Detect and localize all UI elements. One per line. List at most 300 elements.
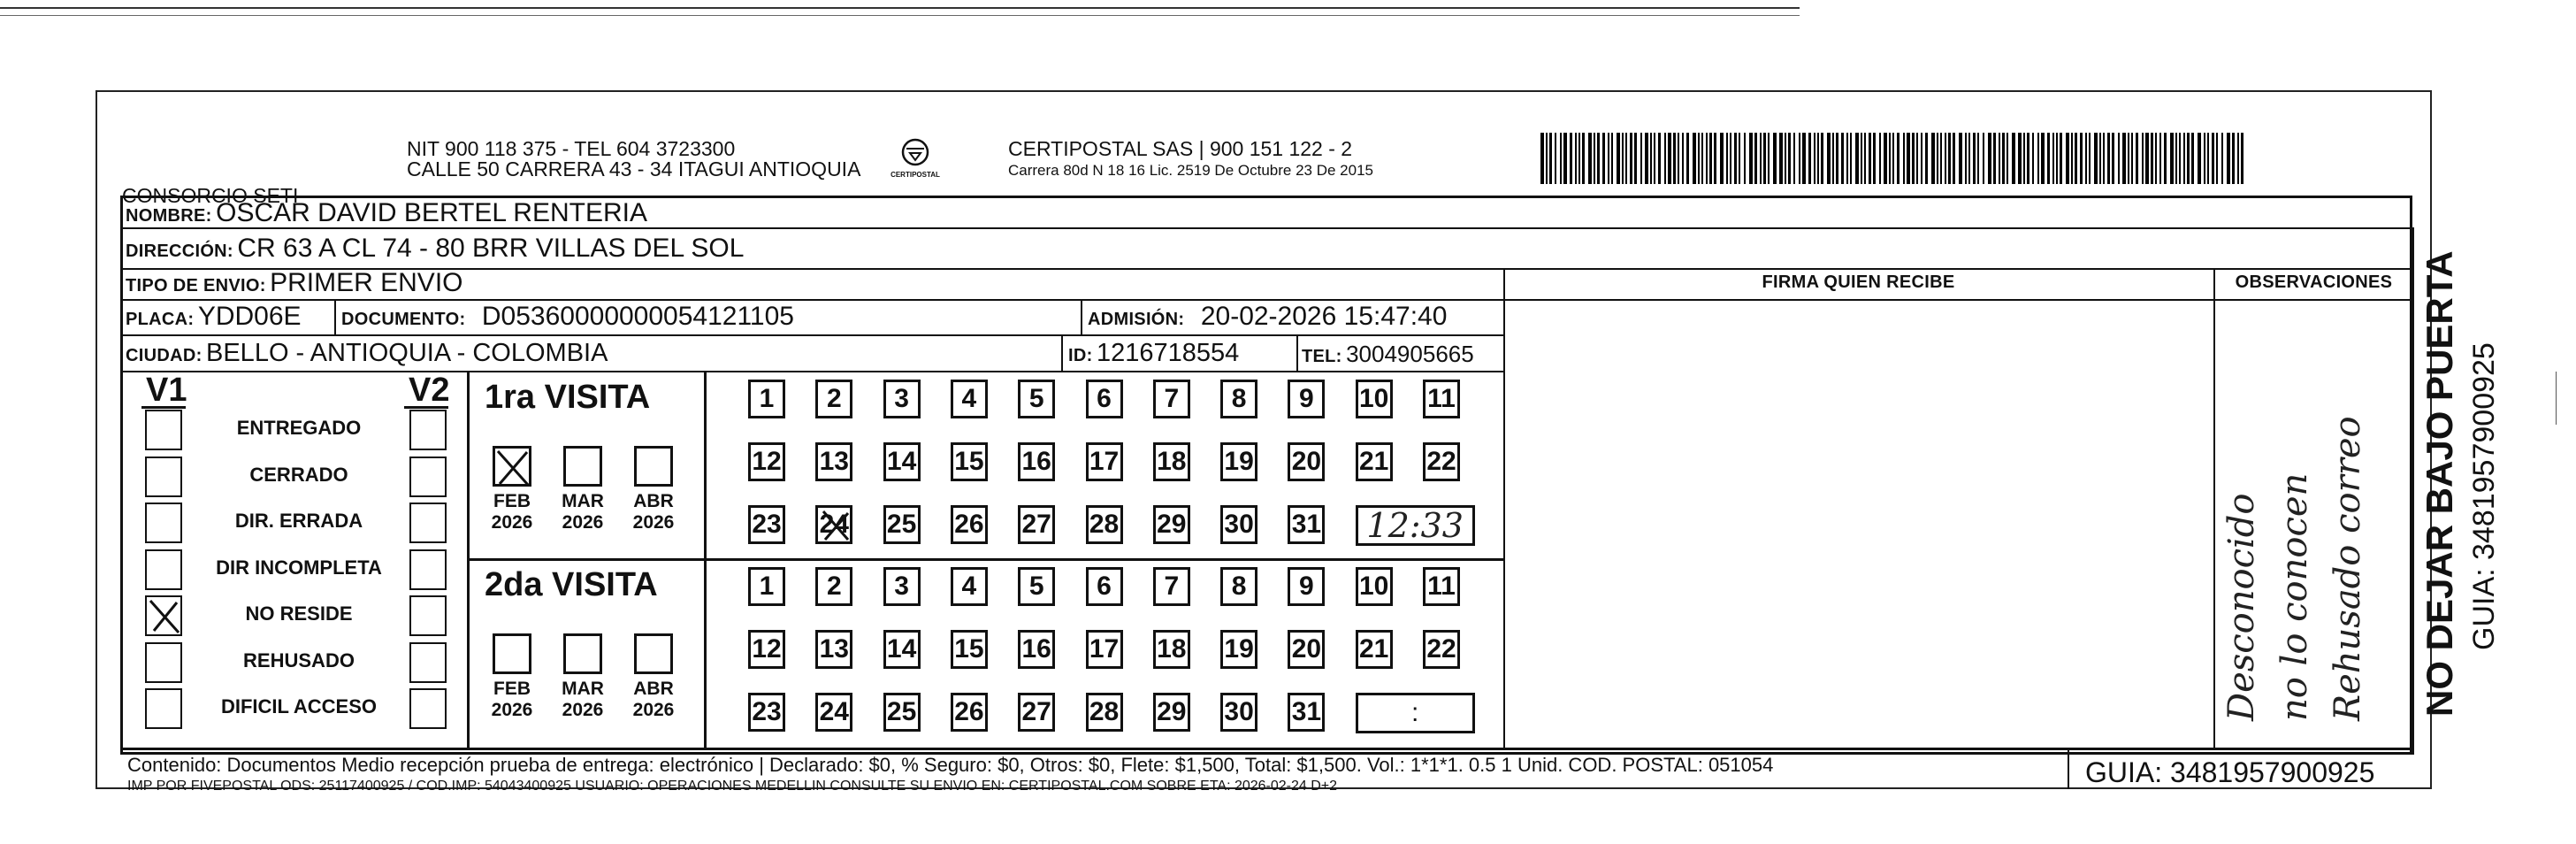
side-guia-text: GUIA: 3481957900925 [2467,342,2501,650]
day-box[interactable] [748,630,785,669]
day-number: 13 [819,634,849,664]
day-box[interactable] [1356,380,1393,418]
barcode-bar [2212,133,2214,184]
day-number: 1 [759,572,775,601]
day-box[interactable] [1220,380,1257,418]
barcode-bar [2080,133,2083,184]
day-box[interactable] [1220,693,1257,732]
status-v2-checkbox[interactable] [409,410,447,450]
barcode-bar [1793,133,1795,184]
barcode-bar [2221,133,2223,184]
day-number: 2 [826,572,842,601]
day-box[interactable] [815,505,852,544]
status-v2-checkbox[interactable] [409,595,447,636]
handwriting-line-2: no lo conocen [2274,472,2315,721]
day-box[interactable] [1220,442,1257,481]
month-name: ABR [633,679,674,699]
month-checkbox[interactable] [634,633,673,674]
barcode-bar [2241,133,2243,184]
barcode-bar [1698,133,1700,184]
barcode-bar [1608,133,1609,184]
status-v1-checkbox[interactable] [145,457,182,497]
barcode-bar [2018,133,2022,184]
day-number: 31 [1291,510,1322,539]
status-v1-checkbox[interactable] [145,503,182,543]
barcode-bar [1709,133,1712,184]
day-box[interactable] [1086,567,1123,606]
barcode-bar [1945,133,1946,184]
barcode-bar [1720,133,1724,184]
day-box[interactable] [815,380,852,418]
placa-value: YDD06E [197,302,302,331]
day-number: 4 [961,384,977,413]
barcode-bar [1973,133,1976,184]
month-checkbox[interactable] [493,633,531,674]
day-box[interactable] [1018,505,1055,544]
barcode-bar [1563,133,1567,184]
day-number: 21 [1359,447,1389,476]
barcode-bar [1814,133,1815,184]
barcode-bar [1763,133,1766,184]
day-box[interactable] [883,505,921,544]
day-box[interactable] [883,630,921,669]
barcode-bar [1861,133,1862,184]
day-box[interactable] [1423,442,1460,481]
day-box[interactable] [883,380,921,418]
footer-line-2: IMP POR FIVEPOSTAL ODS: 25117400925 / COD.IMP: 54043400925 USUARIO: OPERACIONES MEDELLIN CONSULTE SU ENVIO EN: CERTIPOSTAL.COM SOBRE ETA: 2026-02-24 D+2 [127,779,1338,794]
day-box[interactable] [1086,442,1123,481]
barcode-bar [1799,133,1800,184]
barcode-bar [1965,133,1967,184]
day-box[interactable] [951,505,988,544]
v2-label: V2 [409,372,450,409]
day-box[interactable] [815,442,852,481]
day-box[interactable] [748,380,785,418]
status-label: REHUSADO [243,648,355,671]
barcode-bar [1555,133,1556,184]
barcode-bar [1817,133,1819,184]
day-number: 28 [1089,510,1120,539]
month-label [627,491,680,533]
day-box[interactable] [951,380,988,418]
day-box[interactable] [1288,630,1325,669]
day-box[interactable] [748,505,785,544]
day-number: 23 [752,697,782,726]
day-box[interactable] [748,442,785,481]
barcode-bar [1988,133,1991,184]
barcode-bar [2075,133,2077,184]
barcode-bar [1617,133,1620,184]
barcode-bar [1686,133,1689,184]
barcode-bar [2227,133,2230,184]
day-box[interactable] [1018,380,1055,418]
day-box[interactable] [883,567,921,606]
day-number: 12 [752,634,782,664]
direccion-label: DIRECCIÓN: [126,242,233,261]
nit-line: NIT 900 118 375 - TEL 604 3723300 [407,137,736,160]
month-year: 2026 [491,512,533,533]
admision-label: ADMISIÓN: [1088,310,1185,329]
day-box[interactable] [1288,505,1325,544]
status-v1-checkbox[interactable] [145,410,182,450]
barcode-bar [2085,133,2087,184]
barcode-bar [1739,133,1740,184]
barcode-bar [2145,133,2149,184]
day-number: 12 [752,447,782,476]
barcode-bar [1588,133,1592,184]
day-box[interactable] [1018,567,1055,606]
x-mark-icon [147,597,182,636]
barcode-bar [2002,133,2005,184]
barcode-bar [1754,133,1757,184]
status-v2-checkbox[interactable] [409,642,447,683]
barcode-bar [1640,133,1642,184]
month-checkbox[interactable] [634,446,673,487]
day-box[interactable] [1086,693,1123,732]
barcode-bar [1578,133,1580,184]
col-line-firma [1503,268,1505,748]
placa-label: PLACA: [126,310,195,329]
day-number: 24 [819,697,849,726]
tipo-row [126,268,463,298]
barcode-bar [2027,133,2029,184]
barcode-bar [1836,133,1838,184]
barcode-bar [1846,133,1848,184]
barcode-bar [1582,133,1585,184]
day-box[interactable] [951,442,988,481]
day-number: 17 [1089,634,1120,664]
documento-value: D05360000000054121105 [481,302,794,331]
handwriting-line-1: Desconocido [2221,493,2262,721]
barcode-bar [1931,133,1935,184]
barcode-bar [1855,133,1859,184]
day-box[interactable] [1288,380,1325,418]
no-dejar-text: NO DEJAR BAJO PUERTA [2419,250,2460,717]
barcode-bar [1879,133,1881,184]
day-box[interactable] [951,693,988,732]
barcode-bar [2118,133,2120,184]
barcode-bar [2103,133,2105,184]
top-edge-line [0,7,1800,9]
barcode-bar [1673,133,1676,184]
status-v1-checkbox[interactable] [145,642,182,683]
barcode-bar [1808,133,1811,184]
status-v2-checkbox[interactable] [409,549,447,590]
month-label [485,491,539,533]
day-box[interactable] [1153,505,1190,544]
day-box[interactable] [1356,630,1393,669]
barcode-bar [1959,133,1962,184]
barcode-bar [2216,133,2218,184]
tipo-label: TIPO DE ENVIO: [126,276,266,295]
barcode-bar [1654,133,1655,184]
barcode-bar [1658,133,1661,184]
day-number: 18 [1157,447,1187,476]
day-number: 4 [961,572,977,601]
ciudad-label: CIUDAD: [126,346,203,365]
status-label: CERRADO [249,463,348,486]
day-box[interactable] [951,567,988,606]
day-number: 23 [752,510,782,539]
barcode-bar [1869,133,1871,184]
day-box[interactable] [1220,567,1257,606]
day-box[interactable] [815,567,852,606]
status-v2-checkbox[interactable] [409,503,447,543]
barcode-bar [1827,133,1831,184]
day-box[interactable] [1423,630,1460,669]
day-box[interactable] [1153,630,1190,669]
tipo-value: PRIMER ENVIO [270,268,463,297]
barcode-bar [1650,133,1652,184]
month-checkbox[interactable] [563,446,602,487]
barcode-bar [2012,133,2015,184]
day-box[interactable] [1220,630,1257,669]
status-label: DIR. ERRADA [234,510,363,532]
barcode-bar [1802,133,1806,184]
status-label: DIR INCOMPLETA [216,556,382,579]
barcode-bar [1953,133,1955,184]
top-edge-line-2 [0,15,1800,16]
barcode-bar [1821,133,1823,184]
barcode-bar [1570,133,1572,184]
barcode-bar [1925,133,1928,184]
day-box[interactable] [1356,567,1393,606]
day-box[interactable] [1288,442,1325,481]
day-number: 3 [894,384,909,413]
month-checkbox[interactable] [563,633,602,674]
barcode-bar [1549,133,1552,184]
barcode-bar [1983,133,1984,184]
barcode-bar [2047,133,2050,184]
v1-underline [141,406,186,409]
day-box[interactable] [1018,630,1055,669]
status-v2-checkbox[interactable] [409,457,447,497]
barcode-bar [1850,133,1852,184]
id-sep [1061,334,1063,371]
barcode-bar [1678,133,1679,184]
month-checkbox[interactable] [493,446,531,487]
barcode-bar [1560,133,1562,184]
month-label [627,679,680,721]
day-number: 31 [1291,697,1322,726]
footer-guia: GUIA: 3481957900925 [2085,756,2375,788]
day-number: 22 [1426,447,1456,476]
nombre-label: NOMBRE: [126,206,212,226]
direccion-value: CR 63 A CL 74 - 80 BRR VILLAS DEL SOL [237,234,745,263]
month-year: 2026 [562,512,604,533]
id-value: 1216718554 [1097,339,1240,367]
barcode-bar [1730,133,1731,184]
barcode-bar [1788,133,1791,184]
barcode-bar [2032,133,2034,184]
barcode-bar [1773,133,1777,184]
barcode-bar [2183,133,2185,184]
barcode-bar [2128,133,2129,184]
visit-title: 2da VISITA [485,566,658,603]
day-number: 30 [1224,697,1254,726]
time-box[interactable] [1356,505,1475,546]
id-label: ID: [1068,346,1093,365]
footer-guia-sep [2068,748,2069,789]
barcode-bar [2191,133,2194,184]
documento-label: DOCUMENTO: [341,310,466,329]
day-number: 20 [1291,447,1322,476]
day-box[interactable] [951,630,988,669]
barcode [1540,133,2246,184]
day-box[interactable] [1153,693,1190,732]
barcode-bar [1884,133,1887,184]
day-number: 2 [826,384,842,413]
barcode-bar [2170,133,2174,184]
month-year: 2026 [491,700,533,720]
barcode-bar [2237,133,2239,184]
day-box[interactable] [883,693,921,732]
certipostal-logo [891,134,940,184]
barcode-bar [1977,133,1979,184]
day-number: 25 [886,697,917,726]
ciudad-value: BELLO - ANTIOQUIA - COLOMBIA [206,339,608,367]
ciudad-cell [126,339,608,368]
visit-title: 1ra VISITA [485,379,651,416]
day-box[interactable] [1018,693,1055,732]
day-box[interactable] [748,567,785,606]
barcode-bar [1602,133,1605,184]
day-number: 9 [1299,384,1314,413]
month-year: 2026 [562,700,604,720]
day-box[interactable] [815,630,852,669]
month-label [485,679,539,721]
admision-sep [1081,299,1082,334]
day-box[interactable] [1086,380,1123,418]
day-box[interactable] [1153,442,1190,481]
day-number: 29 [1157,697,1187,726]
tel-cell [1302,341,1474,368]
barcode-bar [1594,133,1595,184]
status-v1-checkbox[interactable] [145,688,182,729]
day-box[interactable] [1153,567,1190,606]
day-box[interactable] [1423,567,1460,606]
day-box[interactable] [1086,505,1123,544]
barcode-bar [1734,133,1737,184]
barcode-bar [2107,133,2110,184]
barcode-bar [2164,133,2167,184]
barcode-bar [2089,133,2091,184]
status-label: DIFICIL ACCESO [220,695,377,717]
barcode-bar [2204,133,2205,184]
month-name: FEB [493,679,531,699]
documento-cell [341,302,794,332]
v1-label: V1 [146,372,187,409]
day-box[interactable] [1018,442,1055,481]
day-number: 15 [954,634,984,664]
barcode-bar [1664,133,1666,184]
x-mark-icon [495,449,531,487]
barcode-bar [2142,133,2144,184]
nombre-row [126,198,647,228]
status-v1-checkbox[interactable] [145,595,182,636]
barcode-bar [1597,133,1600,184]
barcode-bar [1768,133,1770,184]
day-number: 6 [1097,572,1112,601]
day-box[interactable] [1086,630,1123,669]
nombre-value: OSCAR DAVID BERTEL RENTERIA [216,198,647,227]
day-number: 24 [819,510,849,539]
barcode-bar [1726,133,1728,184]
time-box[interactable] [1356,693,1475,733]
day-number: 19 [1224,447,1254,476]
barcode-bar [1546,133,1548,184]
day-box[interactable] [1288,567,1325,606]
col-line-obs [2213,268,2215,748]
tel-sep [1296,334,1298,371]
barcode-bar [2151,133,2153,184]
admision-value: 20-02-2026 15:47:40 [1200,302,1448,331]
barcode-bar [1940,133,1942,184]
barcode-bar [1897,133,1900,184]
direccion-row [126,234,744,264]
barcode-bar [1630,133,1632,184]
day-box[interactable] [1288,693,1325,732]
day-number: 9 [1299,572,1314,601]
status-label: ENTREGADO [236,417,362,439]
day-box[interactable] [1356,442,1393,481]
month-year: 2026 [632,512,675,533]
month-label [556,679,609,721]
day-number: 30 [1224,510,1254,539]
day-number: 27 [1021,510,1051,539]
day-number: 25 [886,510,917,539]
status-v1-checkbox[interactable] [145,549,182,590]
status-v2-checkbox[interactable] [409,688,447,729]
tel-value: 3004905665 [1346,341,1474,367]
id-cell [1068,339,1239,368]
month-name: MAR [562,679,604,699]
barcode-bar [2131,133,2133,184]
barcode-bar [2023,133,2025,184]
barcode-bar [1634,133,1637,184]
day-box[interactable] [815,693,852,732]
time-value: 12:33 [1366,506,1464,545]
day-box[interactable] [1220,505,1257,544]
barcode-bar [1968,133,1970,184]
time-value: : [1411,698,1419,727]
barcode-bar [2159,133,2161,184]
day-number: 1 [759,384,775,413]
day-box[interactable] [748,693,785,732]
barcode-bar [1937,133,1938,184]
day-number: 14 [886,447,917,476]
operator-sub: Carrera 80d N 18 16 Lic. 2519 De Octubre 23 De 2015 [1008,162,1373,179]
barcode-bar [1625,133,1627,184]
day-box[interactable] [1423,380,1460,418]
barcode-bar [1916,133,1918,184]
day-number: 16 [1021,634,1051,664]
day-number: 16 [1021,447,1051,476]
barcode-bar [2099,133,2101,184]
day-number: 15 [954,447,984,476]
day-number: 5 [1028,572,1044,601]
day-number: 28 [1089,697,1120,726]
barcode-bar [1948,133,1951,184]
barcode-bar [1999,133,2000,184]
day-box[interactable] [1153,380,1190,418]
day-number: 11 [1427,572,1456,601]
day-number: 27 [1021,697,1051,726]
barcode-bar [1779,133,1783,184]
observaciones-handwriting [2218,305,2411,743]
barcode-bar [1760,133,1762,184]
day-box[interactable] [883,442,921,481]
